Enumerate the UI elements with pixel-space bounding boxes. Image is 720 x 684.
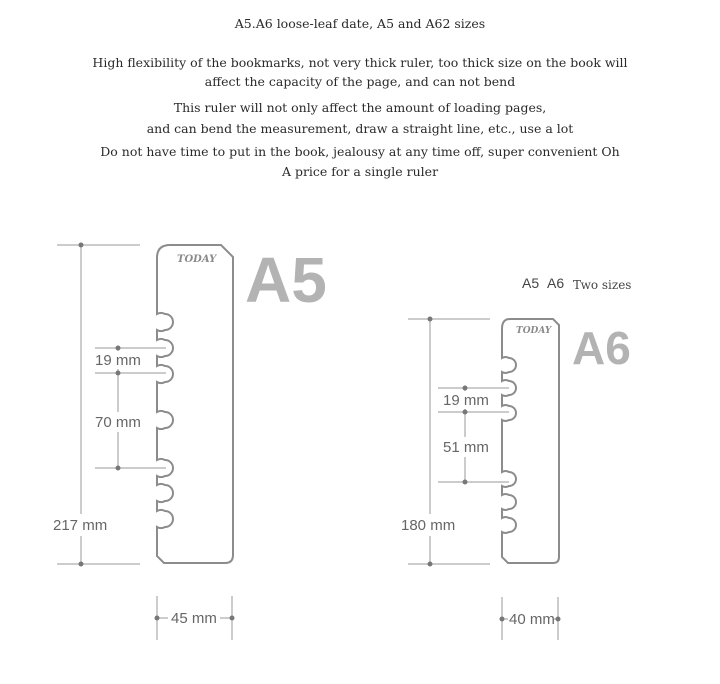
a5-width-right-dot: [230, 616, 235, 621]
paragraph-3-line-1: Do not have time to put in the book, jealousy at any time off, super convenient Oh: [100, 144, 620, 159]
sizes-note-text: Two sizes: [573, 278, 632, 292]
a6-gap-bottom-dot: [463, 410, 468, 415]
paragraph-1-line-1: High flexibility of the bookmarks, not very thick ruler, too thick size on the book will: [92, 55, 628, 70]
a5-height-top-dot: [79, 243, 84, 248]
a5-ruler-figure: [48, 243, 327, 641]
a6-width-label: 40 mm: [509, 611, 555, 628]
a5-width-label: 45 mm: [171, 610, 217, 627]
a5-height-label: 217 mm: [53, 517, 108, 534]
a5-span-label: 70 mm: [95, 414, 141, 431]
paragraph-3-line-2: A price for a single ruler: [281, 164, 439, 179]
a6-width-right-dot: [556, 617, 561, 622]
sizes-note-a5: A5: [522, 275, 540, 291]
paragraph-2-line-1: This ruler will not only affect the amount of loading pages,: [173, 100, 547, 115]
sizes-note-a6: A6: [547, 275, 565, 291]
a5-gap-top-dot: [116, 346, 121, 351]
a6-gap-top-dot: [463, 386, 468, 391]
a6-span-label: 51 mm: [443, 439, 489, 456]
page-title: A5.A6 loose-leaf date, A5 and A62 sizes: [234, 16, 486, 31]
a6-span-bottom-dot: [463, 480, 468, 485]
a6-big-label: A6: [572, 322, 631, 374]
a6-gap-label: 19 mm: [443, 392, 489, 409]
a5-gap-label: 19 mm: [95, 352, 141, 369]
a6-today-mark: TODAY: [516, 326, 552, 336]
a5-gap-bottom-dot: [116, 371, 121, 376]
a6-height-label: 180 mm: [401, 517, 456, 534]
a5-today-mark: TODAY: [177, 254, 217, 265]
a6-ruler-figure: [398, 275, 631, 640]
a6-height-top-dot: [428, 317, 433, 322]
a5-ruler-body: [157, 245, 233, 563]
a5-big-label: A5: [245, 244, 327, 316]
a6-ruler-body: [502, 319, 559, 563]
paragraph-1-line-2: affect the capacity of the page, and can not bend: [204, 74, 516, 89]
a5-height-bottom-dot: [79, 562, 84, 567]
a5-span-bottom-dot: [116, 466, 121, 471]
a6-height-bottom-dot: [428, 562, 433, 567]
a6-width-left-dot: [500, 617, 505, 622]
paragraph-2-line-2: and can bend the measurement, draw a straight line, etc., use a lot: [146, 121, 574, 136]
a5-width-left-dot: [155, 616, 160, 621]
